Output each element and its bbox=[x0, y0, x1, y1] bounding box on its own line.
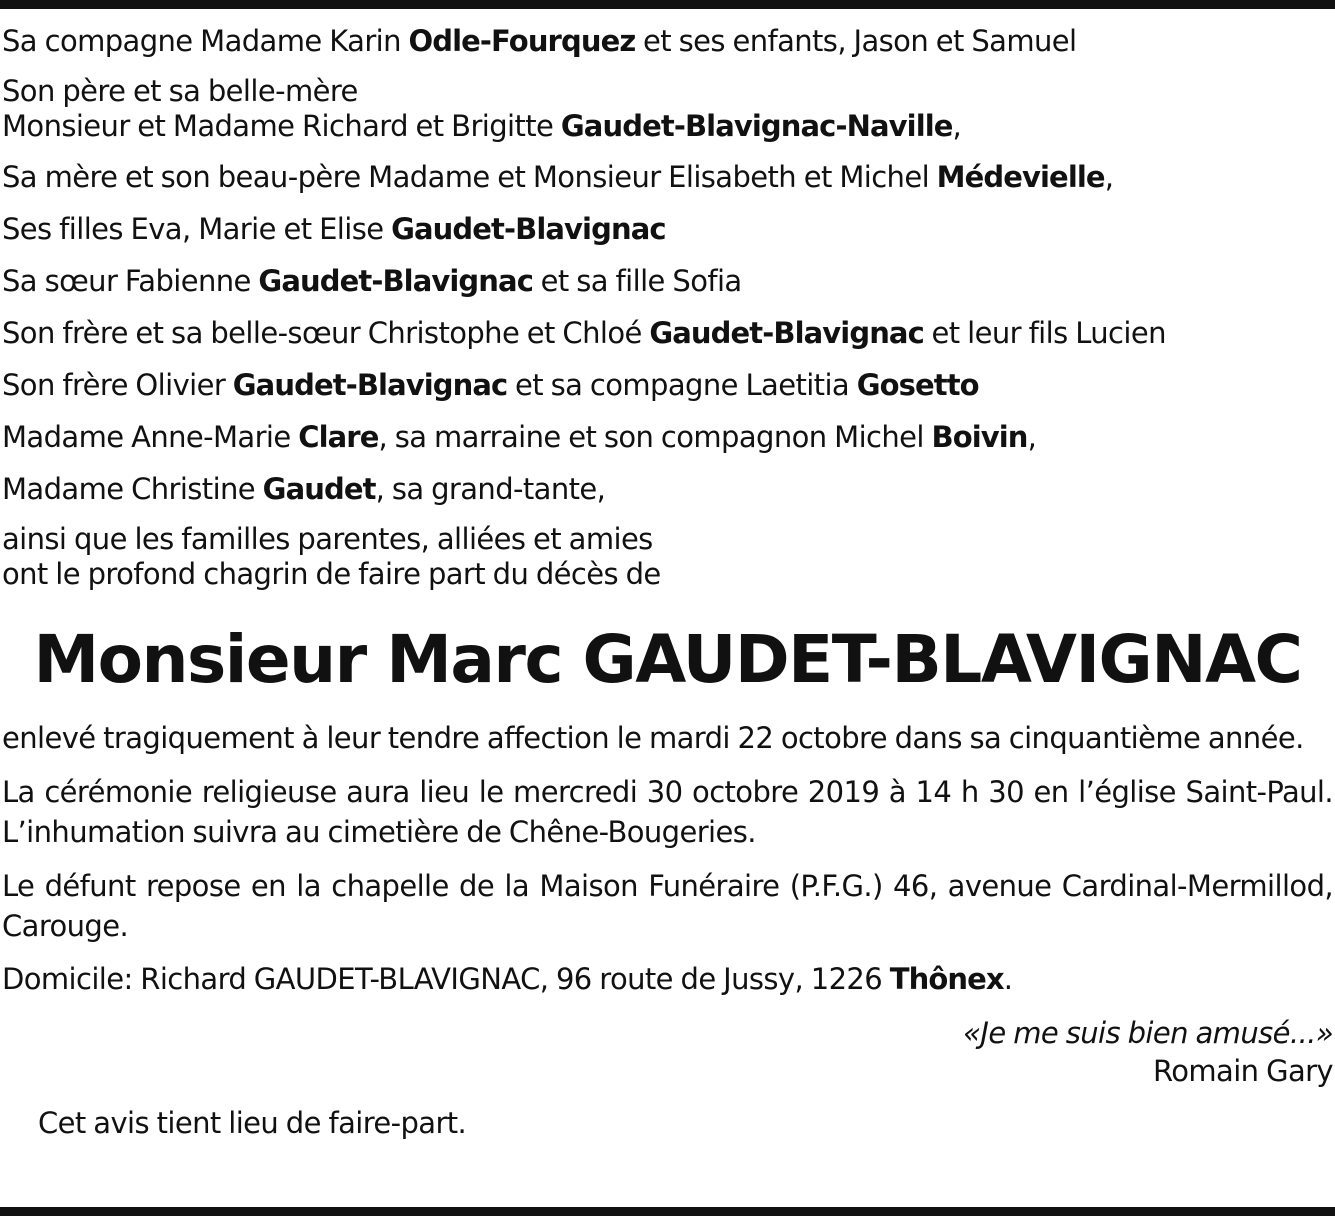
family-line-father: Monsieur et Madame Richard et Brigitte Gaudet-Blavignac-Naville, bbox=[2, 109, 962, 143]
family-line-partner: Sa compagne Madame Karin Odle-Fourquez et ses enfants, Jason et Samuel bbox=[2, 24, 1077, 58]
bottom-rule bbox=[0, 1207, 1335, 1216]
passing-paragraph: enlevé tragiquement à leur tendre affection le mardi 22 octobre dans sa cinquantième année. bbox=[2, 721, 1304, 755]
repose-paragraph: Le défunt repose en la chapelle de la Maison Funéraire (P.F.G.) 46, avenue Cardinal-Mermillod, Carouge. bbox=[2, 869, 1333, 943]
family-line-godmother: Madame Anne-Marie Clare, sa marraine et son compagnon Michel Boivin, bbox=[2, 420, 1037, 454]
family-line-announcement: ont le profond chagrin de faire part du décès de bbox=[2, 557, 661, 591]
family-line-relatives: ainsi que les familles parentes, alliées et amies bbox=[2, 522, 653, 556]
quote-text: «Je me suis bien amusé...» bbox=[963, 1016, 1333, 1050]
quote-author: Romain Gary bbox=[1153, 1054, 1333, 1088]
family-line-sister: Sa sœur Fabienne Gaudet-Blavignac et sa fille Sofia bbox=[2, 264, 742, 298]
family-line-brother-christophe: Son frère et sa belle-sœur Christophe et Chloé Gaudet-Blavignac et leur fils Lucien bbox=[2, 316, 1166, 350]
family-line-daughters: Ses filles Eva, Marie et Elise Gaudet-Blavignac bbox=[2, 212, 666, 246]
ceremony-paragraph: La cérémonie religieuse aura lieu le mercredi 30 octobre 2019 à 14 h 30 en l’église Saint-Paul. L’inhumation suivra au cimetière de Chêne-Bougeries. bbox=[2, 775, 1333, 849]
family-line-mother: Sa mère et son beau-père Madame et Monsieur Elisabeth et Michel Médevielle, bbox=[2, 160, 1114, 194]
closing-note: Cet avis tient lieu de faire-part. bbox=[38, 1106, 467, 1140]
family-line-brother-olivier: Son frère Olivier Gaudet-Blavignac et sa compagne Laetitia Gosetto bbox=[2, 368, 979, 402]
top-rule bbox=[0, 0, 1335, 9]
obituary-notice bbox=[2, 22, 1333, 1142]
family-line-father-intro: Son père et sa belle-mère bbox=[2, 74, 358, 108]
epitaph-quote bbox=[2, 1014, 1333, 1090]
family-line-great-aunt: Madame Christine Gaudet, sa grand-tante, bbox=[2, 472, 606, 506]
domicile-line: Domicile: Richard GAUDET-BLAVIGNAC, 96 route de Jussy, 1226 Thônex. bbox=[2, 962, 1013, 996]
deceased-name: Monsieur Marc GAUDET-BLAVIGNAC bbox=[33, 621, 1302, 698]
